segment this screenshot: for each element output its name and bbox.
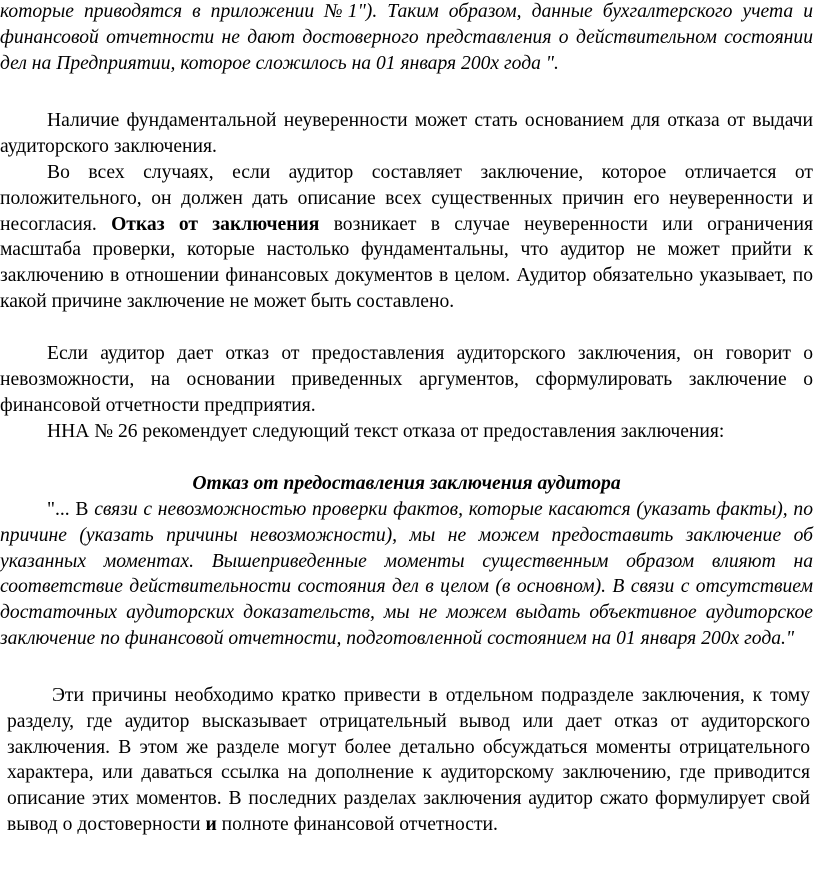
- paragraph-refusal-of-opinion: [0, 160, 813, 315]
- paragraph-auditor-refusal: Если аудитор дает отказ от предоставления аудиторского заключения, он говорит о невозможности, на основании приведенных аргументов, сформулировать заключение о финансовой отчетности предприятия.: [0, 343, 813, 416]
- paragraph-fundamental-uncertainty: Наличие фундаментальной неуверенности может стать основанием для отказа от выдачи аудиторского заключения.: [0, 110, 813, 157]
- paragraph-text-after: полноте финансовой отчетности.: [221, 813, 498, 835]
- paragraph-text-before: Эти причины необходимо кратко привести в отдельном подразделе заключения, к тому разделу, где аудитор высказывает отрицательный вывод или дает отказ от аудиторского заключения. В этом же разделе могут более детально обсуждаться моменты отрицательного характера, или даваться ссылка на дополнение к аудиторскому заключению, где приводится описание этих моментов. В последних разделах заключения аудитор сжато формулирует свой вывод о достоверности: [7, 685, 810, 835]
- sample-text-body: связи с невозможностью проверки фактов, которые касаются (указать факты), по причине (указать причины невозможности), мы не можем предоставить заключение об указанных моментах. Вышеприведенные моменты существенным образом влияют на соответствие действительности состояния дел в целом (в основном). В связи с отсутствием достаточных аудиторских доказательств, мы не можем выдать объективное аудиторское заключение по финансовой отчетности, подготовленной состоянием на 01 января 200х года.": [0, 499, 813, 649]
- paragraph-reasons: [7, 683, 810, 838]
- bold-term-refusal: Отказ от заключения: [111, 213, 320, 235]
- paragraph-recommendation: ННА № 26 рекомендует следующий текст отказа от предоставления заключения:: [47, 421, 725, 442]
- paragraph-sample-text: [0, 497, 813, 652]
- paragraph-text-before: Во всех случаях, если аудитор составляет заключение, которое отличается от положительного, он должен дать описание всех существенных причин его неуверенности и несогласия.: [0, 162, 813, 235]
- sample-text-lead: "... В: [47, 499, 89, 520]
- bold-conjunction: и: [205, 813, 217, 835]
- section-heading: Отказ от предоставления заключения аудитора: [192, 473, 621, 494]
- paragraph-text-after: возникает в случае неуверенности или ограничения масштаба проверки, которые настолько фундаментальны, что аудитор не может прийти к заключению в отношении финансовых документов в целом. Аудитор обязательно указывает, по какой причине заключение не может быть составлено.: [0, 213, 814, 312]
- paragraph-quote-ending: которые приводятся в приложении №1"). Таким образом, данные бухгалтерского учета и финансовой отчетности не дают достоверного представления о действительном состоянии дел на Предприятии, которое сложилось на 01 января 200х года ".: [0, 1, 813, 74]
